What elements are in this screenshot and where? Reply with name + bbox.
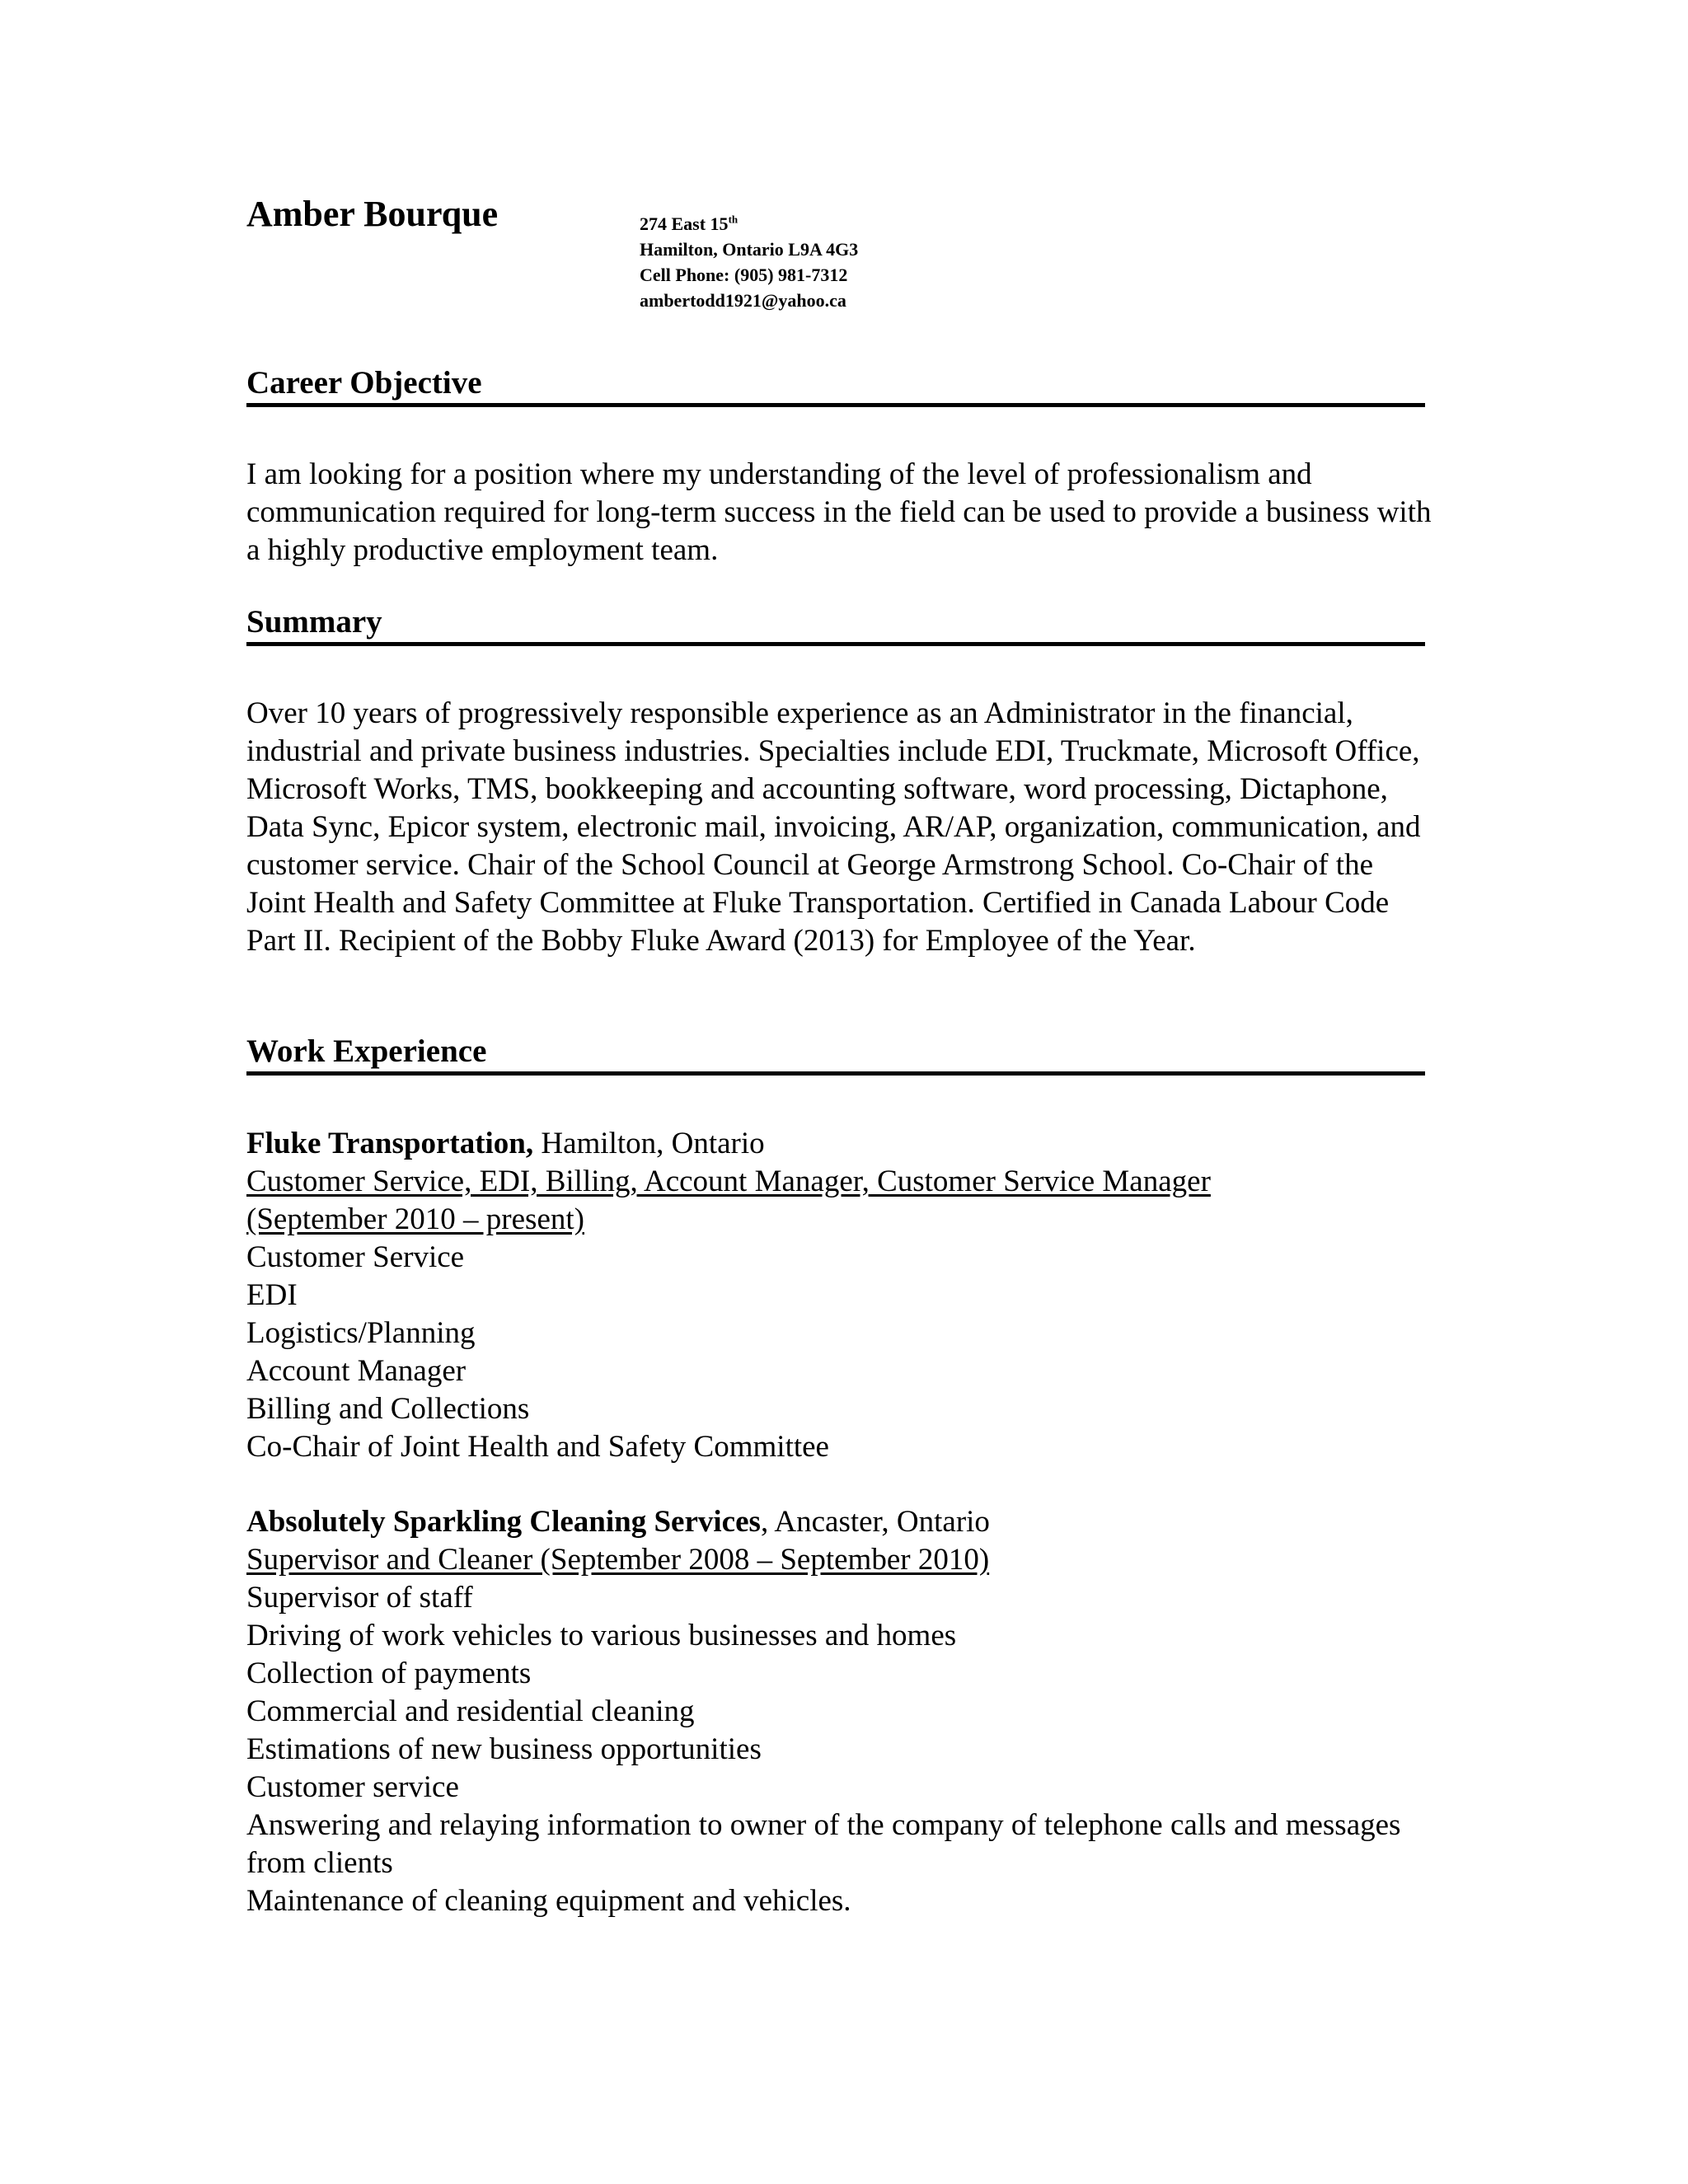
email-address: ambertodd1921@yahoo.ca bbox=[640, 290, 846, 311]
job-duty: Maintenance of cleaning equipment and vehicles. bbox=[246, 1884, 851, 1918]
work-experience-heading: Work Experience bbox=[246, 1034, 1425, 1076]
company-name: Fluke Transportation, bbox=[246, 1127, 534, 1160]
applicant-name: Amber Bourque bbox=[246, 194, 499, 234]
job-duty: Billing and Collections bbox=[246, 1392, 530, 1426]
job-duty: Answering and relaying information to owner of the company of telephone calls and messages from clients bbox=[246, 1808, 1401, 1880]
contact-block bbox=[640, 211, 858, 313]
company-name: Absolutely Sparkling Cleaning Services bbox=[246, 1505, 761, 1539]
address-street: 274 East 15 bbox=[640, 213, 729, 234]
career-objective-heading: Career Objective bbox=[246, 366, 1425, 407]
job-duty: Co-Chair of Joint Health and Safety Committee bbox=[246, 1430, 829, 1464]
phone-number: Cell Phone: (905) 981-7312 bbox=[640, 265, 848, 285]
job-duty: Logistics/Planning bbox=[246, 1316, 476, 1350]
company-location: Hamilton, Ontario bbox=[533, 1127, 765, 1160]
job-title: Supervisor and Cleaner (September 2008 – September 2010) bbox=[246, 1543, 990, 1577]
job-duty: Account Manager bbox=[246, 1354, 467, 1388]
job-employer bbox=[246, 1125, 1433, 1163]
company-location: , Ancaster, Ontario bbox=[760, 1505, 990, 1539]
job-duty: Customer service bbox=[246, 1770, 459, 1804]
job-dates: (September 2010 – present) bbox=[246, 1202, 584, 1236]
summary-heading: Summary bbox=[246, 605, 1425, 646]
job-duty: Collection of payments bbox=[246, 1657, 532, 1690]
job-title: Customer Service, EDI, Billing, Account Manager, Customer Service Manager bbox=[246, 1165, 1211, 1198]
address-line-1 bbox=[640, 211, 858, 237]
career-objective-text: I am looking for a position where my understanding of the level of professionalism and communication required for long-term success in the field can be used to provide a business with a highly productive employment team. bbox=[246, 457, 1432, 567]
job-duty: EDI bbox=[246, 1278, 298, 1312]
address-line-2: Hamilton, Ontario L9A 4G3 bbox=[640, 239, 859, 260]
job-duty: Customer Service bbox=[246, 1240, 465, 1274]
job-duty: Commercial and residential cleaning bbox=[246, 1694, 695, 1728]
job-employer bbox=[246, 1503, 1433, 1541]
job-absolutely-sparkling bbox=[246, 1503, 1433, 1920]
job-duty: Driving of work vehicles to various businesses and homes bbox=[246, 1619, 957, 1652]
summary-text: Over 10 years of progressively responsible experience as an Administrator in the financial, industrial and private business industries. Specialties include EDI, Truckmate, Microsoft Office, Microsoft Works, TMS, bookkeeping and accounting software, word processing, Dictaphone, Data Sync, Epicor system, electronic mail, invoicing, AR/AP, organization, communication, and customer service. Chair of the School Council at George Armstrong School. Co-Chair of the Joint Health and Safety Committee at Fluke Transportation. Certified in Canada Labour Code Part II. Recipient of the Bobby Fluke Award (2013) for Employee of the Year. bbox=[246, 696, 1421, 958]
job-fluke-transportation bbox=[246, 1125, 1433, 1466]
address-ordinal-suffix: th bbox=[728, 213, 738, 226]
job-duty: Supervisor of staff bbox=[246, 1581, 473, 1615]
job-duty: Estimations of new business opportunities bbox=[246, 1732, 762, 1766]
